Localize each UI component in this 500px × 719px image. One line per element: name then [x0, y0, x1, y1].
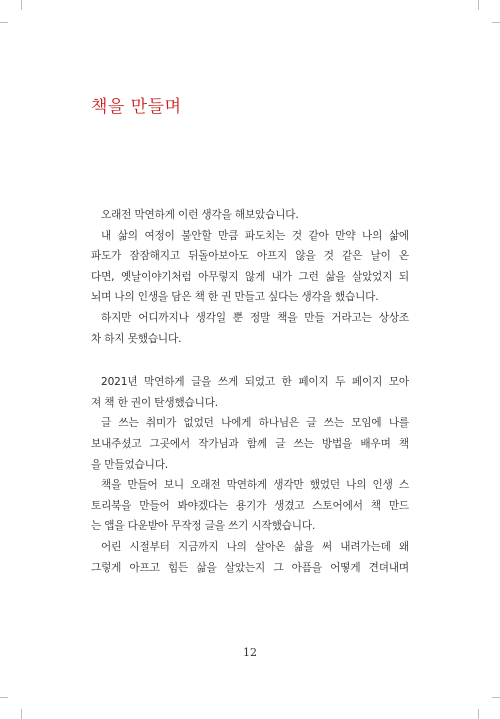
text-line: 을 만들었습니다.: [91, 458, 169, 471]
text-line: 내 삶의 여정이 불안할 만큼 파도치는 것 같아 만약 나의 삶에: [101, 229, 409, 242]
text-line: 파도가 잠잠해지고 뒤돌아보아도 아프지 않을 것 같은 날이 온: [91, 250, 409, 263]
crop-mark-left-top: [0, 22, 8, 23]
crop-mark-bottom-left: [21, 709, 22, 719]
text-line: 책을 만들어 보니 오래전 막연하게 생각만 했었던 나의 인생 스: [101, 479, 409, 492]
crop-mark-top-left: [21, 0, 22, 10]
text-line: 2021년 막연하게 글을 쓰게 되었고 한 페이지 두 페이지 모아: [101, 376, 409, 389]
text-line: 보내주셨고 그곳에서 작가님과 함께 글 쓰는 방법을 배우며 책: [91, 437, 409, 450]
text-line: 하지만 어디까지나 생각일 뿐 정말 책을 만들 거라고는 상상조: [101, 311, 409, 324]
body-text: [91, 205, 409, 578]
text-line: 토리북을 만들어 봐야겠다는 용기가 생겼고 스토어에서 책 만드: [91, 499, 409, 512]
text-line: 오래전 막연하게 이런 생각을 해보았습니다.: [101, 209, 299, 221]
text-line: 어린 시절부터 지금까지 나의 살아온 삶을 써 내려가는데 왜: [101, 540, 409, 553]
text-line: 뇌며 나의 인생을 담은 책 한 권 만들고 싶다는 생각을 했습니다.: [91, 291, 379, 304]
text-line: 는 앱을 다운받아 무작정 글을 쓰기 시작했습니다.: [91, 520, 316, 533]
paragraph-gap: [91, 349, 409, 372]
text-line: 글 쓰는 취미가 없었던 나에게 하나님은 글 쓰는 모임에 나를: [101, 417, 409, 430]
crop-mark-left-bottom: [0, 697, 8, 698]
text-line: 져 책 한 권이 탄생했습니다.: [91, 396, 219, 409]
crop-mark-right-bottom: [492, 697, 500, 698]
chapter-title: 책을 만들며: [91, 97, 182, 117]
page-number: 12: [243, 646, 257, 659]
crop-mark-bottom-right: [478, 709, 479, 719]
text-line: 다면, 옛날이야기처럼 아무렇지 않게 내가 그런 삶을 살았었지 되: [91, 270, 409, 283]
text-line: 그렇게 아프고 힘든 삶을 살았는지 그 아픔을 어떻게 견뎌내며: [91, 561, 409, 574]
crop-mark-top-right: [478, 0, 479, 10]
crop-mark-right-top: [492, 22, 500, 23]
text-line: 차 하지 못했습니다.: [91, 332, 182, 345]
